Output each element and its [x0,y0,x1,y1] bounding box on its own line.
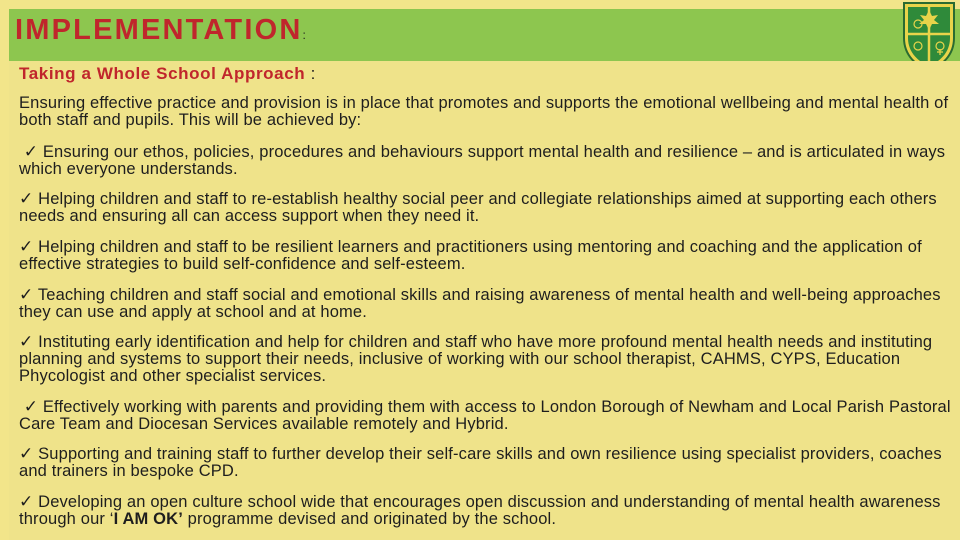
page-title [15,14,306,47]
list-item [19,143,954,178]
page-title-suffix: : [302,28,306,42]
list-item-text: Effectively working with parents and providing them with access to London Borough of Newham and Local Parish Pastoral Care Team and Diocesan Services available remotely and Hybrid. [19,398,951,433]
list-item-text: Supporting and training staff to further develop their self-care skills and own resilience using specialist providers, coaches and trainers in bespoke CPD. [19,445,942,480]
check-icon: ✓ [19,285,34,304]
subheading-text: Taking a Whole School Approach [19,64,306,83]
list-item [19,190,954,225]
list-item [19,493,954,528]
check-icon: ✓ [23,142,39,161]
check-icon: ✓ [19,332,34,351]
check-icon: ✓ [19,492,34,511]
list-item-text: Helping children and staff to be resilient learners and practitioners using mentoring and coaching and the application of effective strategies to build self-confidence and self-esteem. [19,238,922,273]
list-item-text: Ensuring our ethos, policies, procedures and behaviours support mental health and resilience – and is articulated in ways which everyone understands. [19,143,946,178]
list-item-text: Teaching children and staff social and emotional skills and raising awareness of mental health and well-being approaches they can use and apply at school and at home. [19,286,941,321]
subheading-suffix: : [305,64,316,83]
check-icon: ✓ [19,444,34,463]
check-icon: ✓ [23,397,39,416]
i-am-ok-emphasis: I AM OK’ [113,510,183,528]
list-item [19,398,954,433]
list-item [19,445,954,480]
list-item-text-before: Developing an open culture school wide that encourages open discussion and understanding of mental health awareness through our ‘ [19,493,941,528]
intro-paragraph: Ensuring effective practice and provision is in place that promotes and supports the emotional wellbeing and mental health of both staff and pupils. This will be achieved by: [19,94,949,129]
section-subheading [19,64,316,84]
list-item-text: Instituting early identification and help for children and staff who have more profound mental health needs and instituting planning and systems to support their needs, inclusive of working with our school therapist, CAHMS, CYPS, Education Phycologist and other specialist services. [19,333,933,385]
check-icon: ✓ [19,189,34,208]
list-item [19,333,954,385]
list-item [19,286,954,321]
list-item-text: Helping children and staff to re-establish healthy social peer and collegiate relationships aimed at supporting each others needs and ensuring all can access support when they need it. [19,190,937,225]
list-item-text-after: programme devised and originated by the school. [182,510,557,528]
page-title-text: IMPLEMENTATION [15,14,303,46]
check-icon: ✓ [19,237,34,256]
list-item [19,238,954,273]
